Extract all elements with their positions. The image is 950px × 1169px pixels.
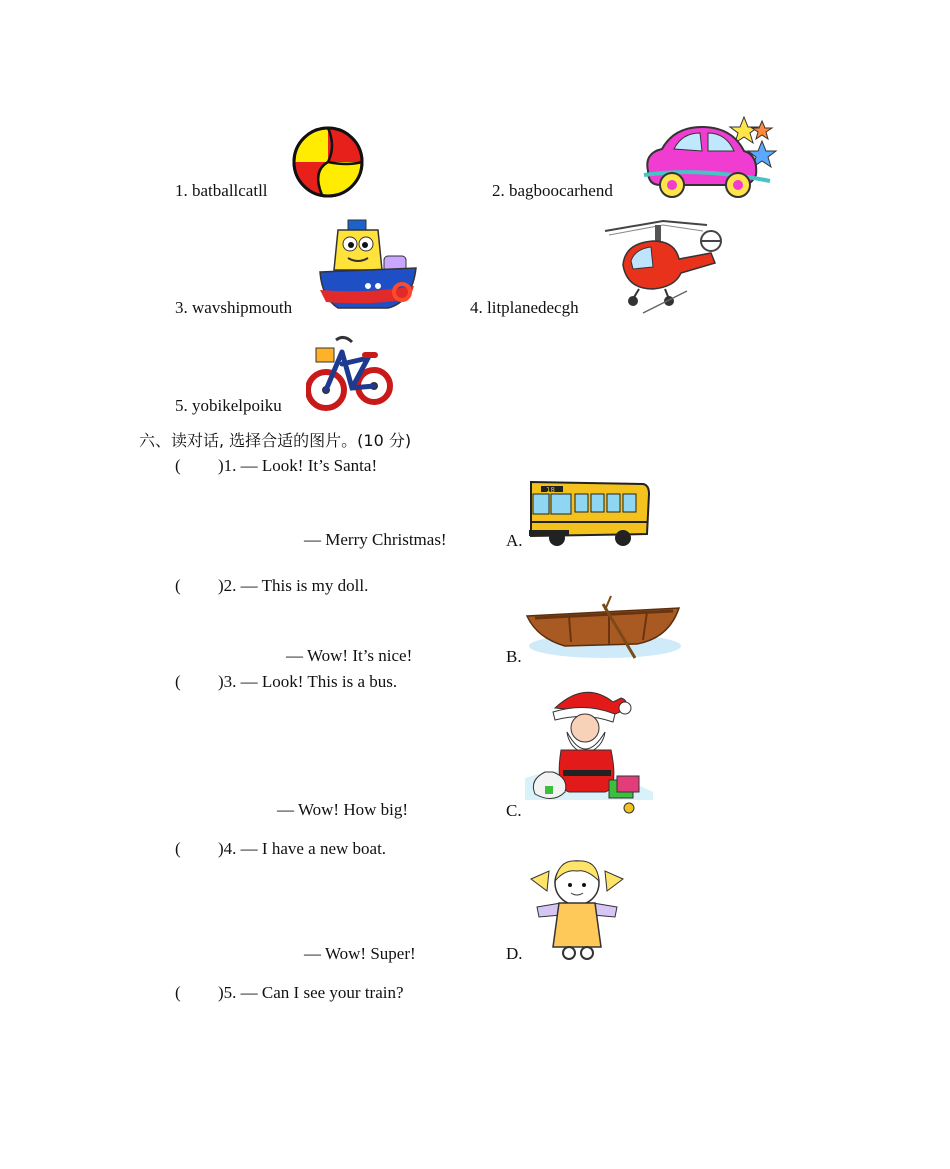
- boat-icon: [525, 594, 683, 664]
- item-1-reply: — Merry Christmas!: [304, 530, 447, 549]
- ball-icon: [292, 126, 364, 198]
- puzzle-2-text: 2. bagboocarhend: [492, 181, 613, 200]
- item-2-question: )2. — This is my doll.: [218, 576, 369, 595]
- puzzle-4-text: 4. litplanedecgh: [470, 298, 579, 317]
- puzzle-1-text: 1. batballcatll: [175, 181, 268, 200]
- item-3-bracket: (: [175, 672, 181, 691]
- item-4-question: )4. — I have a new boat.: [218, 839, 387, 858]
- puzzle-5-text: 5. yobikelpoiku: [175, 396, 282, 415]
- item-1-bracket: (: [175, 456, 181, 475]
- item-5-question: )5. — Can I see your train?: [218, 983, 404, 1002]
- item-1-question: )1. — Look! It’s Santa!: [218, 456, 378, 475]
- section-6-heading: 六、读对话, 选择合适的图片。(10 分): [139, 431, 412, 450]
- item-2-bracket: (: [175, 576, 181, 595]
- bike-icon: [306, 330, 394, 414]
- option-a-letter: A.: [506, 531, 523, 550]
- doll-icon: [527, 857, 627, 963]
- car-icon: [640, 115, 778, 199]
- item-2-reply: — Wow! It’s nice!: [286, 646, 413, 665]
- ship-icon: [318, 210, 420, 314]
- helicopter-icon: [603, 217, 723, 315]
- option-b-letter: B.: [506, 647, 522, 666]
- santa-icon: [525, 688, 655, 818]
- item-3-reply: — Wow! How big!: [277, 800, 409, 819]
- option-d-letter: D.: [506, 944, 523, 963]
- option-c-letter: C.: [506, 801, 522, 820]
- puzzle-3-text: 3. wavshipmouth: [175, 298, 293, 317]
- item-4-reply: — Wow! Super!: [304, 944, 416, 963]
- item-5-bracket: (: [175, 983, 181, 1002]
- svg-text:18: 18: [546, 486, 555, 494]
- bus-icon: [527, 476, 651, 548]
- item-4-bracket: (: [175, 839, 181, 858]
- item-3-question: )3. — Look! This is a bus.: [218, 672, 398, 691]
